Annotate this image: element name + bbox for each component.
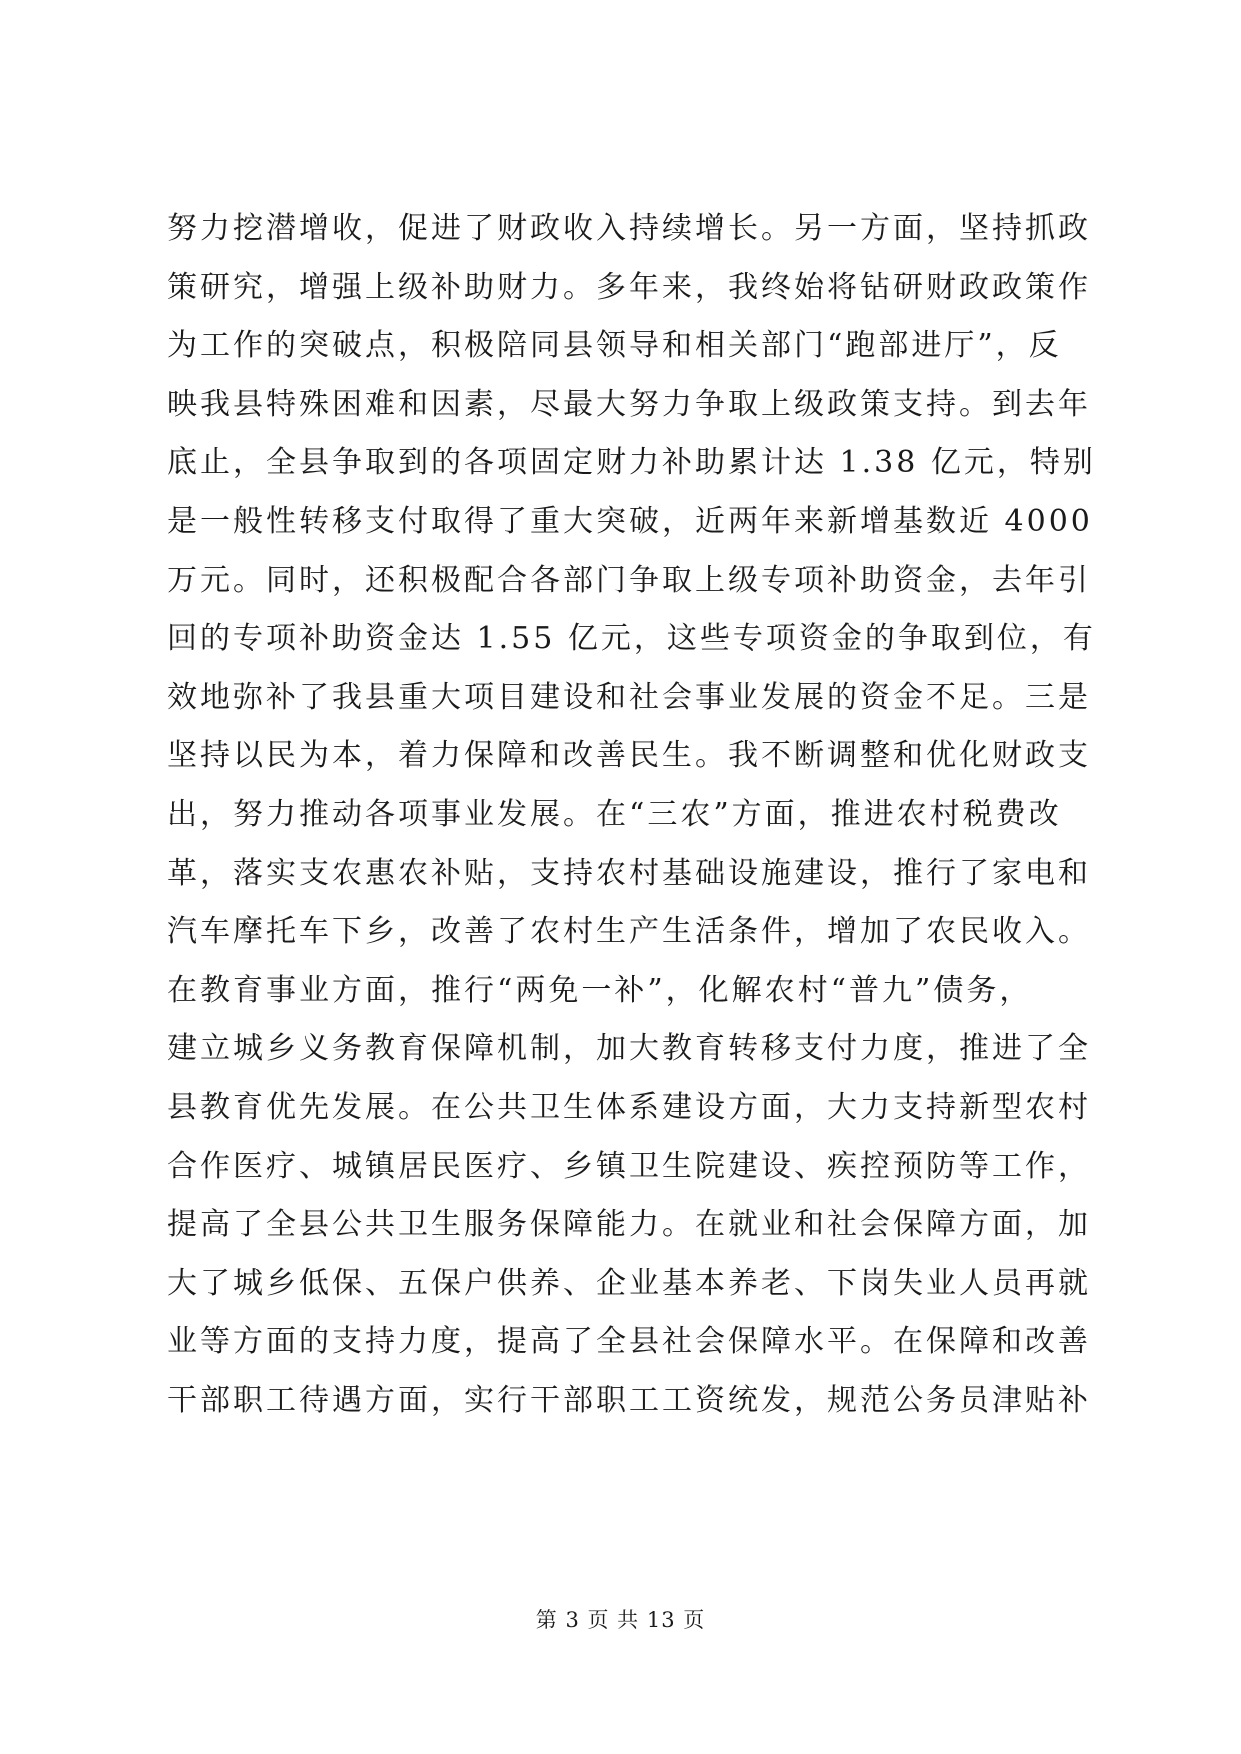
text-line: 效地弥补了我县重大项目建设和社会事业发展的资金不足。三是: [167, 679, 1091, 715]
text-line: 映我县特殊困难和因素，尽最大努力争取上级政策支持。到去年: [167, 386, 1091, 422]
text-line: 业等方面的支持力度，提高了全县社会保障水平。在保障和改善: [167, 1324, 1091, 1360]
text-line: 出，努力推动各项事业发展。在“三农”方面，推进农村税费改: [167, 796, 1062, 832]
text-line: 干部职工待遇方面，实行干部职工工资统发，规范公务员津贴补: [167, 1382, 1091, 1418]
text-line: 万元。同时，还积极配合各部门争取上级专项补助资金，去年引: [167, 562, 1091, 598]
text-line: 努力挖潜增收，促进了财政收入持续增长。另一方面，坚持抓政: [167, 211, 1091, 246]
text-line: 大了城乡低保、五保户供养、企业基本养老、下岗失业人员再就: [167, 1265, 1091, 1301]
text-line: 是一般性转移支付取得了重大突破，近两年来新增基数近 4000: [167, 503, 1093, 539]
text-line: 提高了全县公共卫生服务保障能力。在就业和社会保障方面，加: [167, 1207, 1091, 1243]
text-line: 合作医疗、城镇居民医疗、乡镇卫生院建设、疾控预防等工作，: [167, 1148, 1091, 1184]
body-text: [167, 200, 1096, 1430]
page-number-footer: 第 3 页 共 13 页: [535, 1608, 706, 1632]
text-line: 在教育事业方面，推行“两免一补”，化解农村“普九”债务，: [167, 972, 1033, 1008]
text-line: 汽车摩托车下乡，改善了农村生产生活条件，增加了农民收入。: [167, 914, 1091, 950]
text-line: 回的专项补助资金达 1.55 亿元，这些专项资金的争取到位，有: [167, 621, 1096, 657]
text-line: 县教育优先发展。在公共卫生体系建设方面，大力支持新型农村: [167, 1089, 1091, 1125]
text-line: 为工作的突破点，积极陪同县领导和相关部门“跑部进厅”，反: [167, 328, 1062, 364]
text-line: 革，落实支农惠农补贴，支持农村基础设施建设，推行了家电和: [167, 855, 1091, 891]
text-line: 策研究，增强上级补助财力。多年来，我终始将钻研财政政策作: [167, 269, 1091, 305]
text-line: 坚持以民为本，着力保障和改善民生。我不断调整和优化财政支: [167, 738, 1091, 774]
text-line: 底止，全县争取到的各项固定财力补助累计达 1.38 亿元，特别: [167, 445, 1096, 481]
text-line: 建立城乡义务教育保障机制，加大教育转移支付力度，推进了全: [167, 1031, 1091, 1067]
